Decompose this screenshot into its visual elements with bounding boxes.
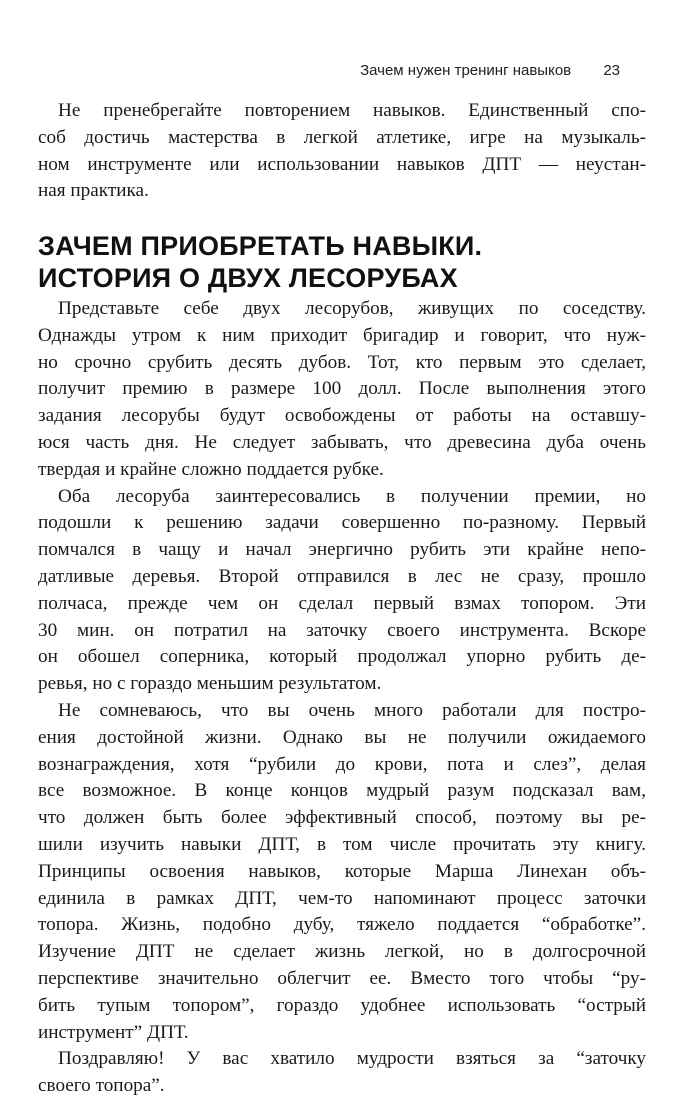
text-line: Не пренебрегайте повторением навыков. Единственный спо-: [58, 100, 646, 121]
paragraph-1: [38, 296, 646, 484]
text-line: соб достичь мастерства в легкой атлетике, игре на музыкаль-: [38, 126, 646, 148]
text-line: ном инструменте или использовании навыков ДПТ — неустан-: [38, 153, 646, 175]
text-line: получит премию в размере 100 долл. После выполнения этого: [38, 378, 646, 400]
paragraph-4: [38, 1046, 646, 1100]
text-line: подошли к решению задачи совершенно по-разному. Первый: [38, 512, 646, 534]
section-heading: [38, 230, 482, 294]
text-line: своего топора”.: [38, 1074, 165, 1096]
page-number: 23: [603, 62, 620, 79]
text-line: что должен быть более эффективный способ, поэтому вы ре-: [38, 807, 646, 829]
text-line: Представьте себе двух лесорубов, живущих по соседству.: [58, 298, 646, 319]
text-line: Принципы освоения навыков, которые Марша Линехан объ-: [38, 860, 646, 882]
text-line: но срочно срубить десять дубов. Тот, кто первым это сделает,: [38, 351, 646, 373]
text-line: единила в рамках ДПТ, чем-то напоминают процесс заточки: [38, 887, 646, 909]
text-line: юся часть дня. Не следует забывать, что древесина дуба очень: [38, 431, 646, 453]
text-line: помчался в чащу и начал энергично рубить эти крайне непо-: [38, 539, 646, 561]
running-head-title: Зачем нужен тренинг навыков: [360, 62, 572, 79]
text-line: топора. Жизнь, подобно дубу, тяжело поддается “обработке”.: [38, 914, 646, 936]
text-line: задания лесорубы будут освобождены от работы на оставшу-: [38, 405, 646, 427]
text-line: ная практика.: [38, 180, 149, 202]
text-line: Однажды утром к ним приходит бригадир и говорит, что нуж-: [38, 324, 646, 346]
text-line: инструмент” ДПТ.: [38, 1021, 189, 1043]
text-line: Поздравляю! У вас хватило мудрости взяться за “заточку: [58, 1048, 646, 1069]
section-heading-line: ЗАЧЕМ ПРИОБРЕТАТЬ НАВЫКИ.: [38, 231, 483, 261]
paragraph-2: [38, 484, 646, 698]
text-line: Оба лесоруба заинтересовались в получении премии, но: [58, 485, 646, 507]
text-line: 30 мин. он потратил на заточку своего инструмента. Вскоре: [38, 619, 646, 641]
text-line: ения достойной жизни. Однако вы не получили ожидаемого: [38, 726, 646, 748]
text-line: ревья, но с гораздо меньшим результатом.: [38, 673, 382, 695]
text-line: вознаграждения, хотя “рубили до крови, пота и слез”, делая: [38, 753, 646, 775]
running-head: [360, 62, 620, 79]
text-line: Не сомневаюсь, что вы очень много работали для постро-: [58, 700, 646, 721]
text-line: датливые деревья. Второй отправился в лес не сразу, прошло: [38, 565, 646, 587]
text-line: полчаса, прежде чем он сделал первый взмах топором. Эти: [38, 592, 646, 614]
text-line: шили изучить навыки ДПТ, в том числе прочитать эту книгу.: [38, 833, 646, 855]
text-line: бить тупым топором”, гораздо удобнее использовать “острый: [38, 994, 646, 1016]
text-line: перспективе значительно облегчит ее. Вместо того чтобы “ру-: [38, 967, 646, 989]
section-heading-line: ИСТОРИЯ О ДВУХ ЛЕСОРУБАХ: [38, 263, 458, 293]
text-line: Изучение ДПТ не сделает жизнь легкой, но в долгосрочной: [38, 941, 646, 963]
text-line: он обошел соперника, который продолжал упорно рубить де-: [38, 646, 646, 668]
text-line: все возможное. В конце концов мудрый разум подсказал вам,: [38, 780, 646, 802]
paragraph-3: [38, 698, 646, 1046]
intro-paragraph: [38, 98, 646, 205]
text-line: твердая и крайне сложно поддается рубке.: [38, 458, 384, 480]
